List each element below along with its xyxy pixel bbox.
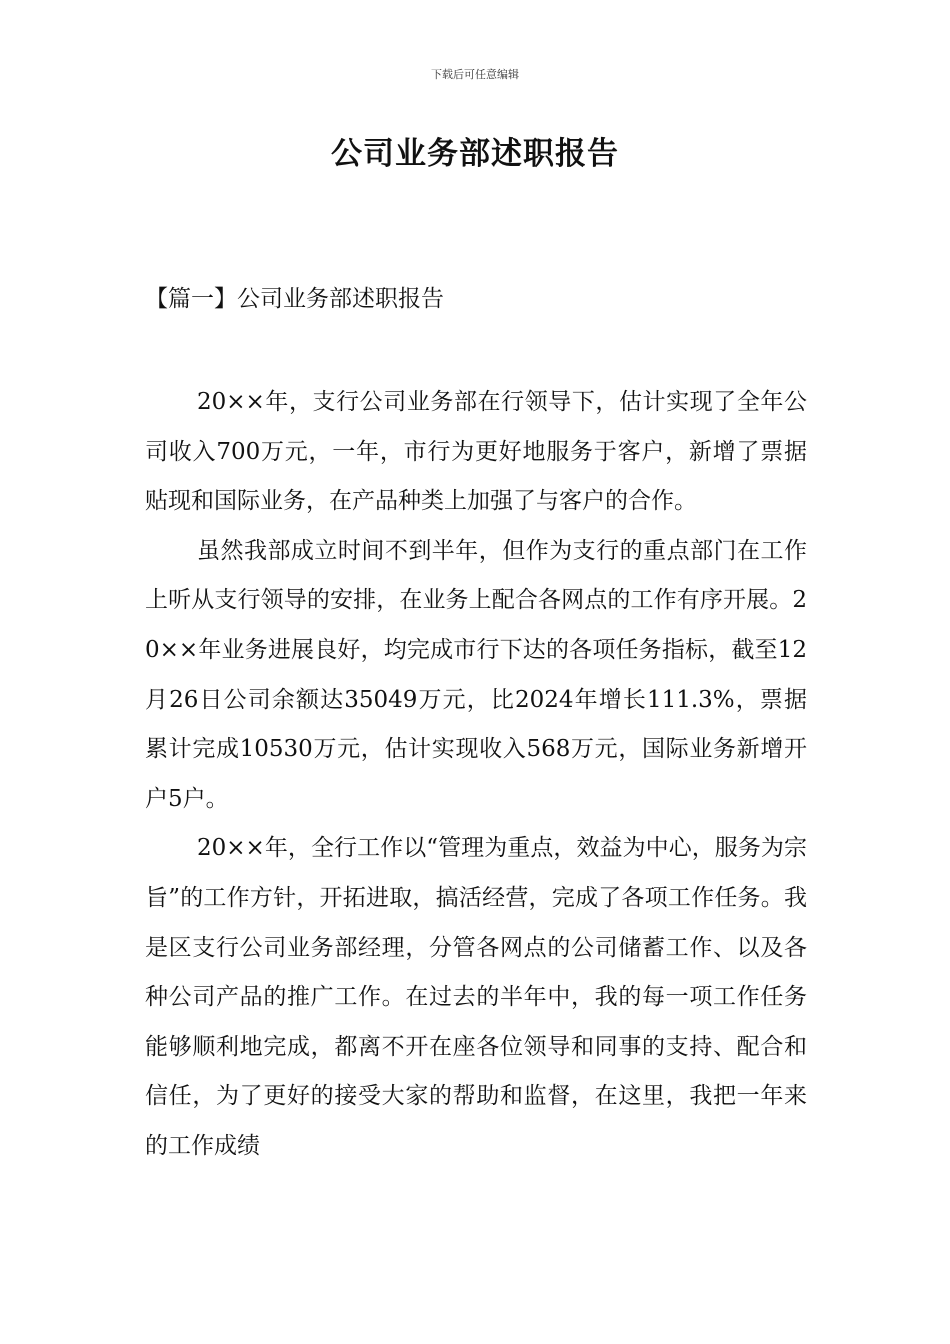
document-body	[145, 378, 807, 1172]
document-title: 公司业务部述职报告	[331, 136, 619, 172]
section-heading: 【篇一】公司业务部述职报告	[145, 286, 444, 312]
paragraph-1: 20××年，支行公司业务部在行领导下，估计实现了全年公司收入700万元，一年，市行为更好地服务于客户，新增了票据贴现和国际业务，在产品种类上加强了与客户的合作。	[145, 389, 807, 515]
page-header-note: 下载后可任意编辑	[431, 68, 519, 81]
paragraph-3: 20××年，全行工作以“管理为重点，效益为中心，服务为宗旨”的工作方针，开拓进取，搞活经营，完成了各项工作任务。我是区支行公司业务部经理，分管各网点的公司储蓄工作、以及各种公司产品的推广工作。在过去的半年中，我的每一项工作任务能够顺利地完成，都离不开在座各位领导和同事的支持、配合和信任，为了更好的接受大家的帮助和监督，在这里，我把一年来的工作成绩	[145, 835, 807, 1159]
paragraph-2: 虽然我部成立时间不到半年，但作为支行的重点部门在工作上听从支行领导的安排，在业务上配合各网点的工作有序开展。20××年业务进展良好，均完成市行下达的各项任务指标，截至12月26日公司余额达35049万元，比2024年增长111.3%，票据累计完成10530万元，估计实现收入568万元，国际业务新增开户5户。	[145, 537, 807, 812]
